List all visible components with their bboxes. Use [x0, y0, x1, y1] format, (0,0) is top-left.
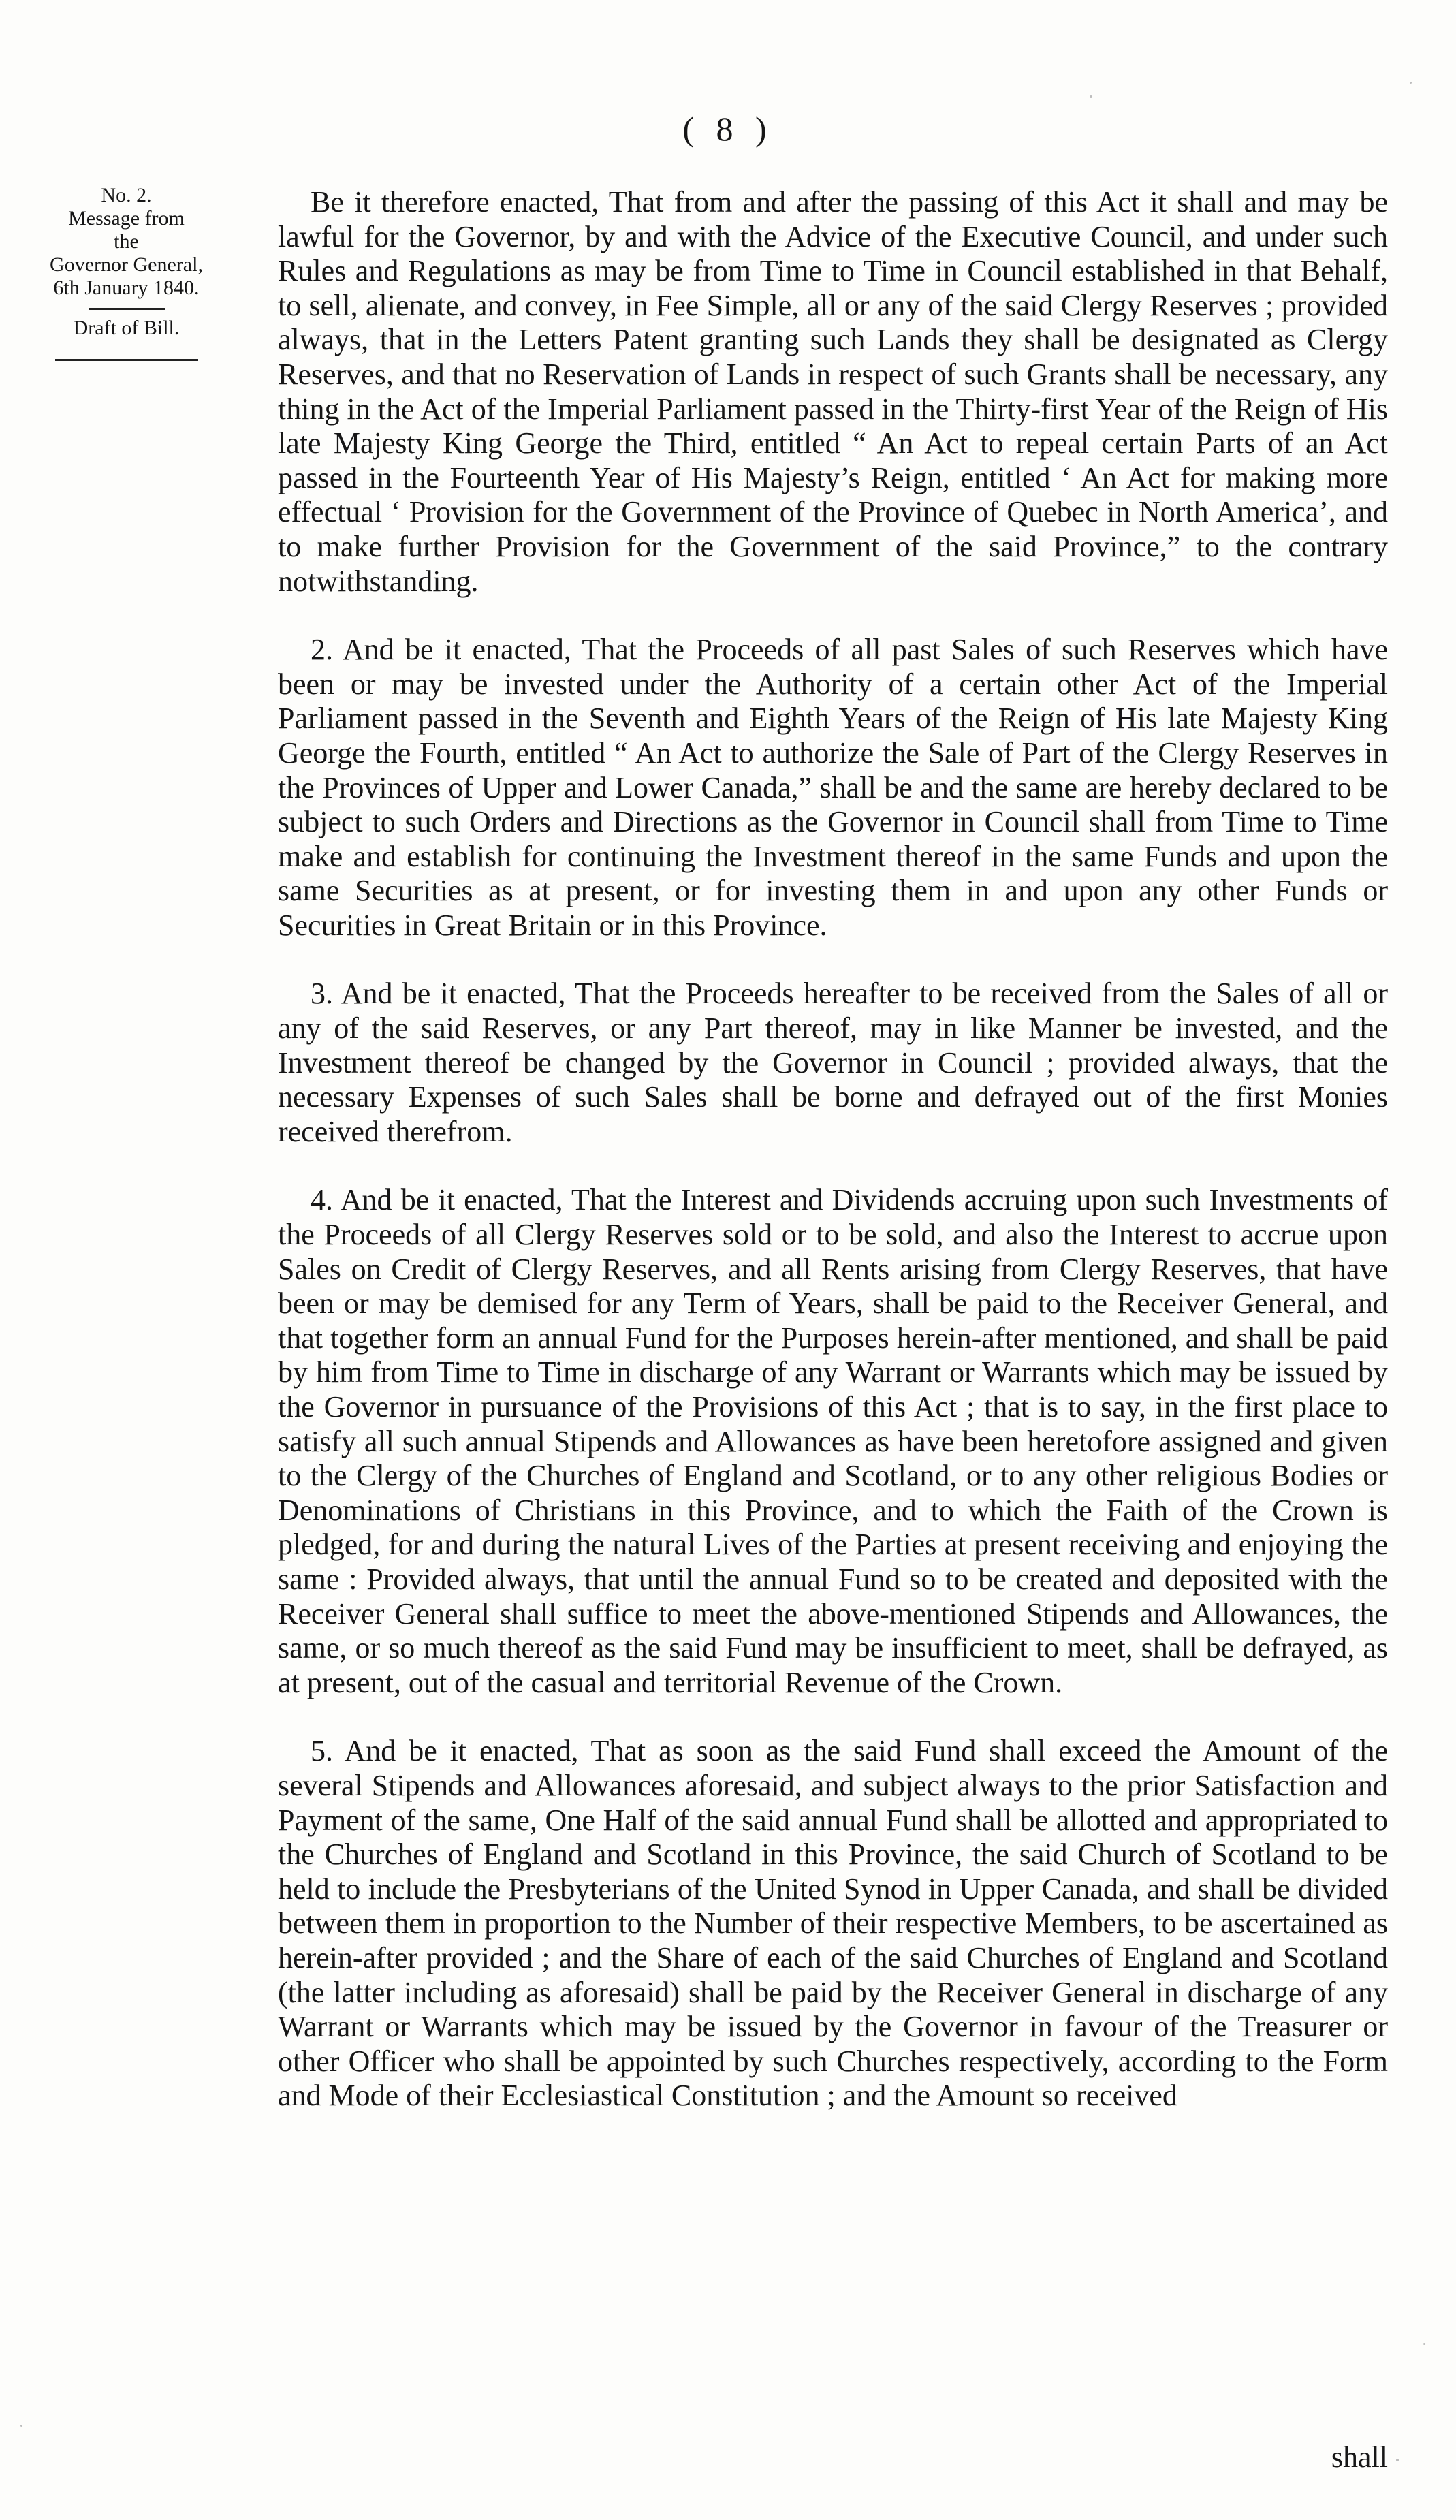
bill-paragraph-5: 5. And be it enacted, That as soon as the said Fund shall exceed the Amount of the several Stipends and Allowances aforesaid, and subject always to the prior Satisfaction and Payment of the same, One Half of the said annual Fund shall be allotted and appropriated to the Churches of England and Scotland in this Province, the said Church of Scotland to be held to include the Presbyterians of the United Synod in Upper Canada, and shall be divided between them in proportion to the Number of their respective Members, to be ascertained as herein-after provided ; and the Share of each of the said Churches of England and Scotland (the latter including as aforesaid) shall be paid by the Receiver General in discharge of any Warrant or Warrants which may be issued by the Governor in favour of the Treasurer or other Officer who shall be appointed by such Churches respectively, according to the Form and Mode of their Ecclesiastical Constitution ; and the Amount so received	[278, 1734, 1388, 2113]
margin-note-divider	[89, 308, 165, 310]
margin-note-label: Draft of Bill.	[73, 317, 180, 339]
paper-speck	[20, 2425, 22, 2427]
bill-text	[278, 185, 1388, 2113]
bill-paragraph-preamble: Be it therefore enacted, That from and after the passing of this Act it shall and may be lawful for the Governor, by and with the Advice of the Executive Council, and under such Rules and Regulations as may be from Time to Time in Council established in that Behalf, to sell, alienate, and convey, in Fee Simple, all or any of the said Clergy Reserves ; provided always, that in the Letters Patent granting such Lands they shall be designated as Clergy Reserves, and that no Reservation of Lands in respect of such Grants shall be necessary, any thing in the Act of the Imperial Parliament passed in the Thirty-first Year of the Reign of His late Majesty King George the Third, entitled “ An Act to repeal certain Parts of an Act passed in the Fourteenth Year of His Majesty’s Reign, entitled ‘ An Act for making more effectual ‘ Provision for the Government of the Province of Quebec in North America’, and to make further Provision for the Government of the said Province,” to the contrary notwithstanding.	[278, 185, 1388, 598]
bill-paragraph-4: 4. And be it enacted, That the Interest and Dividends accruing upon such Investments of the Proceeds of all Clergy Reserves sold or to be sold, and also the Interest to accrue upon Sales on Credit of Clergy Reserves, and all Rents arising from Clergy Reserves, that have been or may be demised for any Term of Years, shall be paid to the Receiver General, and that together form an annual Fund for the Purposes herein-after mentioned, and shall be paid by him from Time to Time in discharge of any Warrant or Warrants which may be issued by the Governor in pursuance of the Provisions of this Act ; that is to say, in the first place to satisfy all such annual Stipends and Allowances as have been heretofore assigned and given to the Clergy of the Churches of England and Scotland, or to any other religious Bodies or Denominations of Christians in this Province, and to which the Faith of the Crown is pledged, for and during the natural Lives of the Parties at present receiving and enjoying the same : Provided always, that until the annual Fund so to be created and deposited with the Receiver General shall suffice to meet the above-mentioned Stipends and Allowances, the same, or so much thereof as the said Fund may be insufficient to meet, shall be defrayed, as at present, out of the casual and territorial Revenue of the Crown.	[278, 1183, 1388, 1699]
catchword: shall	[1331, 2440, 1388, 2474]
page-number: ( 8 )	[682, 110, 774, 148]
margin-note-line: Governor General,	[50, 253, 203, 276]
paper-speck	[1410, 82, 1412, 84]
bill-paragraph-3: 3. And be it enacted, That the Proceeds hereafter to be received from the Sales of all or any of the said Reserves, or any Part thereof, may in like Manner be invested, and the Investment thereof be changed by the Governor in Council ; provided always, that the necessary Expenses of such Sales shall be borne and defrayed out of the first Monies received therefrom.	[278, 977, 1388, 1148]
margin-note-line: the	[114, 230, 139, 253]
paper-speck	[1396, 2459, 1399, 2461]
margin-note-divider	[55, 359, 198, 361]
margin-note	[5, 184, 247, 361]
margin-note-line: No. 2.	[101, 184, 152, 206]
paper-speck	[1423, 2343, 1425, 2345]
margin-note-line: 6th January 1840.	[53, 277, 200, 299]
bill-paragraph-2: 2. And be it enacted, That the Proceeds of all past Sales of such Reserves which have been or may be invested under the Authority of a certain other Act of the Imperial Parliament passed in the Seventh and Eighth Years of the Reign of His late Majesty King George the Fourth, entitled “ An Act to authorize the Sale of Part of the Clergy Reserves in the Provinces of Upper and Lower Canada,” shall be and the same are hereby declared to be subject to such Orders and Directions as the Governor in Council shall from Time to Time make and establish for continuing the Investment thereof in the same Funds and upon the same Securities as at present, or for investing them in and upon any other Funds or Securities in Great Britain or in this Province.	[278, 633, 1388, 942]
margin-note-line: Message from	[68, 207, 185, 230]
paper-speck	[1090, 95, 1092, 98]
